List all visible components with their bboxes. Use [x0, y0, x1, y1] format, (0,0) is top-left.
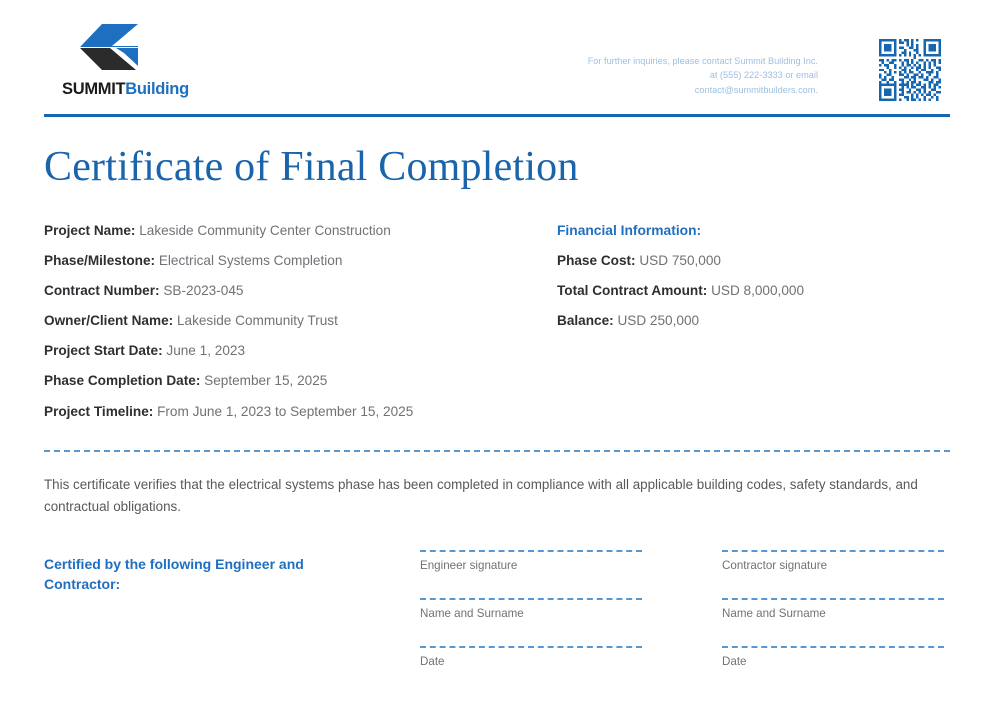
detail-row: [557, 284, 952, 298]
field-value: September 15, 2025: [204, 373, 328, 389]
detail-row: [557, 254, 952, 268]
field-label: Contract Number:: [44, 283, 160, 299]
detail-row: [44, 344, 524, 358]
summit-chevron-logo-icon: [72, 22, 144, 74]
name-caption: Name and Surname: [722, 607, 826, 621]
field-value: USD 250,000: [617, 313, 700, 329]
field-value: Lakeside Community Center Construction: [139, 223, 391, 238]
financial-information-heading: Financial Information:: [557, 223, 702, 238]
detail-row: [44, 314, 524, 328]
engineer-date-slot: [420, 646, 642, 668]
wordmark-secondary: Building: [125, 80, 189, 98]
field-label: Project Start Date:: [44, 343, 163, 359]
field-label: Balance:: [557, 313, 614, 329]
header-divider: [44, 114, 950, 117]
financial-details-column: [557, 224, 952, 345]
engineer-name-slot: [420, 598, 642, 620]
name-line[interactable]: [722, 598, 944, 600]
wordmark-primary: SUMMIT: [62, 80, 126, 98]
engineer-signature-column: [420, 550, 642, 668]
detail-row: [44, 405, 524, 419]
date-caption: Date: [722, 655, 747, 669]
brand-block: [62, 22, 242, 99]
contractor-signature-slot: [722, 550, 944, 572]
name-caption: Name and Surname: [420, 607, 524, 621]
detail-row: [44, 374, 524, 388]
document-header: [44, 22, 944, 110]
field-value: June 1, 2023: [166, 343, 245, 359]
date-line[interactable]: [420, 646, 642, 648]
date-line[interactable]: [722, 646, 944, 648]
engineer-signature-slot: [420, 550, 642, 572]
contractor-signature-column: [722, 550, 944, 668]
field-value: SB-2023-045: [163, 283, 244, 299]
contact-info: For further inquiries, please contact Summit Building Inc. at (555) 222-3333 or email contact@summitbuilders.com.: [587, 56, 818, 95]
signature-caption: Engineer signature: [420, 559, 518, 572]
field-value: Electrical Systems Completion: [158, 253, 343, 269]
field-label: Total Contract Amount:: [557, 283, 708, 299]
field-value: USD 8,000,000: [711, 283, 805, 299]
detail-row: [557, 314, 952, 328]
field-value: From June 1, 2023 to September 15, 2025: [157, 403, 414, 419]
project-details-column: [44, 224, 524, 435]
field-label: Project Name:: [44, 223, 136, 238]
contractor-date-slot: [722, 646, 944, 668]
certificate-statement: This certificate verifies that the electrical systems phase has been completed in compliance with all applicable building codes, safety standards, and contractual obligations.: [44, 477, 918, 514]
signature-caption: Contractor signature: [722, 559, 828, 572]
brand-wordmark: [62, 80, 242, 99]
field-label: Project Timeline:: [44, 403, 154, 419]
page-title: Certificate of Final Completion: [44, 144, 579, 190]
name-line[interactable]: [420, 598, 642, 600]
qr-code-icon: [876, 36, 944, 104]
field-label: Phase Cost:: [557, 253, 636, 269]
signature-line[interactable]: [420, 550, 642, 552]
signature-line[interactable]: [722, 550, 944, 552]
section-divider: [44, 450, 950, 452]
detail-row: [44, 254, 524, 268]
contractor-name-slot: [722, 598, 944, 620]
field-value: Lakeside Community Trust: [176, 313, 338, 329]
field-label: Owner/Client Name:: [44, 313, 174, 329]
field-label: Phase/Milestone:: [44, 253, 156, 269]
field-value: USD 750,000: [639, 253, 721, 269]
certified-by-heading: Certified by the following Engineer and Contractor:: [44, 556, 304, 593]
detail-row: [44, 284, 524, 298]
qr-code-graphic: [879, 39, 941, 101]
detail-row: [44, 224, 524, 238]
date-caption: Date: [420, 655, 445, 669]
field-label: Phase Completion Date:: [44, 373, 201, 389]
